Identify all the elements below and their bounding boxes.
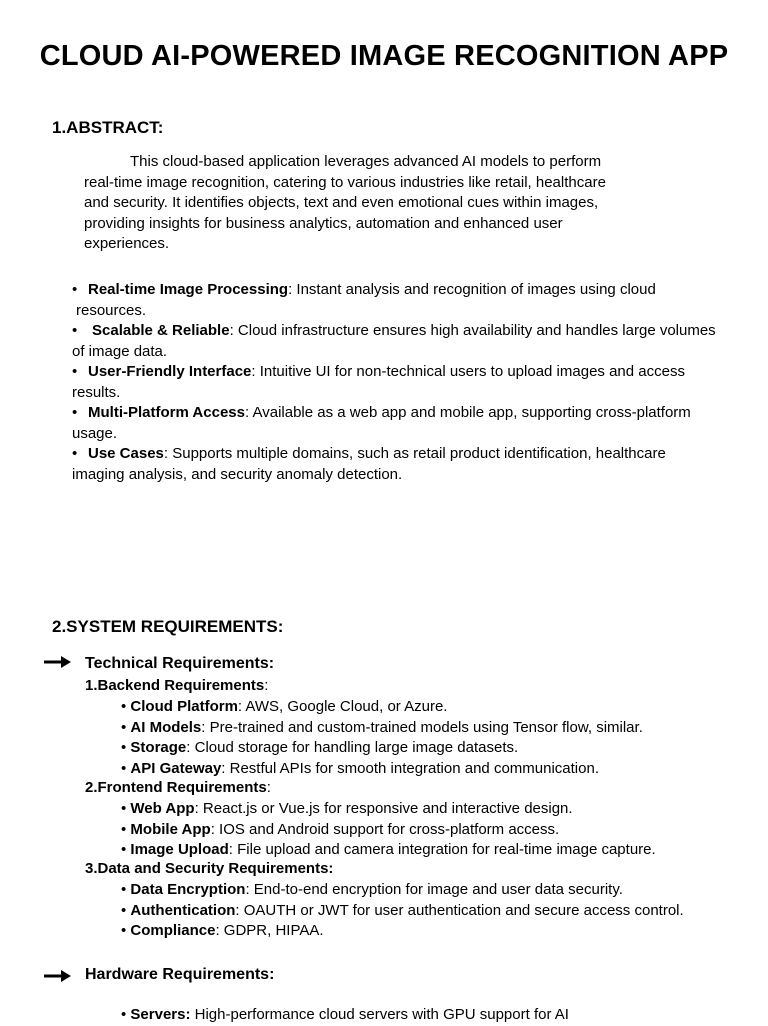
list-item [121, 921, 684, 942]
item-term: Mobile App [130, 820, 211, 838]
item-text: : AWS, Google Cloud, or Azure. [237, 698, 448, 715]
bullet-icon: • [121, 800, 131, 817]
feature-text: : Available as a web app and mobile app, supporting cross-platform [244, 404, 691, 421]
feature-text-cont: resources. [76, 301, 147, 319]
item-term: Image Upload [130, 841, 229, 858]
technical-heading: Technical Requirements: [85, 655, 275, 672]
bullet-icon: • [121, 820, 131, 838]
feature-item [72, 321, 716, 342]
page-title: CLOUD AI-POWERED IMAGE RECOGNITION APP [39, 40, 729, 72]
feature-term: Multi-Platform Access [88, 404, 245, 421]
backend-list [121, 697, 643, 779]
hardware-list [121, 1005, 569, 1026]
item-text: : End-to-end encryption for image and user data security. [245, 881, 623, 898]
feature-text-cont: of image data. [72, 342, 168, 360]
security-list [121, 880, 684, 942]
abstract-heading: 1.ABSTRACT: [52, 118, 164, 137]
list-item [121, 901, 684, 922]
item-term: Web App [130, 800, 195, 817]
item-term: Authentication [130, 901, 236, 919]
security-heading: 3.Data and Security Requirements: [85, 860, 334, 877]
list-item [121, 799, 656, 820]
feature-term: Real-time Image Processing [88, 281, 289, 298]
item-text: : Restful APIs for smooth integration and communication. [221, 759, 599, 777]
backend-heading [85, 677, 268, 694]
frontend-heading-text: 2.Frontend Requirements [85, 779, 267, 796]
feature-item [72, 362, 716, 383]
list-item [121, 697, 643, 718]
arrow-right-icon [44, 970, 71, 982]
backend-heading-text: 1.Backend Requirements [85, 677, 265, 694]
abstract-line: and security. It identifies objects, text and even emotional cues within images, [84, 194, 599, 211]
feature-term: User-Friendly Interface [88, 363, 252, 380]
item-text: : GDPR, HIPAA. [215, 922, 324, 939]
feature-item [72, 403, 716, 424]
backend-heading-suffix: : [264, 677, 269, 694]
bullet-icon: • [121, 881, 131, 898]
feature-term: Use Cases [88, 445, 164, 462]
abstract-line: experiences. [84, 235, 170, 252]
abstract-paragraph [84, 152, 606, 255]
frontend-list [121, 799, 656, 861]
bullet-icon: • [121, 698, 131, 715]
item-term: AI Models [130, 718, 202, 736]
list-item [121, 738, 643, 759]
bullet-icon: • [72, 281, 78, 298]
feature-text: : Supports multiple domains, such as retail product identification, healthcare [163, 445, 666, 462]
bullet-icon: • [72, 363, 78, 380]
bullet-icon: • [121, 759, 131, 777]
bullet-icon: • [121, 841, 131, 858]
bullet-icon: • [121, 718, 131, 736]
list-item [121, 840, 656, 861]
list-item [121, 1005, 569, 1026]
feature-text-cont: imaging analysis, and security anomaly detection. [72, 465, 403, 483]
feature-item [72, 444, 716, 465]
list-item [121, 718, 643, 739]
feature-list [72, 280, 716, 485]
list-item [121, 820, 656, 841]
hardware-heading: Hardware Requirements: [85, 966, 275, 983]
bullet-icon: • [121, 901, 131, 919]
feature-text-cont: usage. [72, 424, 118, 442]
feature-text-cont: results. [72, 383, 121, 401]
bullet-icon: • [72, 445, 78, 462]
bullet-icon: • [72, 404, 78, 421]
item-text: : IOS and Android support for cross-platform access. [210, 820, 560, 838]
item-term: API Gateway [130, 759, 222, 777]
bullet-icon: • [121, 739, 131, 756]
item-term: Compliance [130, 922, 216, 939]
frontend-heading [85, 779, 271, 796]
item-text: High-performance cloud servers with GPU support for AI [190, 1006, 569, 1023]
item-term: Data Encryption [130, 881, 246, 898]
item-text: : Pre-trained and custom-trained models using Tensor flow, similar. [201, 718, 643, 736]
frontend-heading-suffix: : [266, 779, 271, 796]
bullet-icon: • [121, 1006, 131, 1023]
item-text: : React.js or Vue.js for responsive and interactive design. [194, 800, 573, 817]
list-item [121, 880, 684, 901]
item-term: Servers: [130, 1006, 191, 1023]
list-item [121, 759, 643, 780]
feature-text: : Cloud infrastructure ensures high availability and handles large volumes [229, 322, 716, 339]
arrow-right-icon [44, 656, 71, 668]
abstract-line: providing insights for business analytics, automation and enhanced user [84, 214, 563, 232]
item-term: Cloud Platform [130, 698, 238, 715]
bullet-icon: • [72, 322, 78, 339]
system-heading: 2.SYSTEM REQUIREMENTS: [52, 617, 284, 636]
abstract-line: This cloud-based application leverages advanced AI models to perform [130, 153, 602, 170]
item-text: : OAUTH or JWT for user authentication and secure access control. [235, 901, 684, 919]
feature-text: : Intuitive UI for non-technical users to upload images and access [251, 363, 685, 380]
feature-term: Scalable & Reliable [92, 322, 230, 339]
feature-item [72, 280, 716, 301]
item-term: Storage [130, 739, 187, 756]
item-text: : Cloud storage for handling large image datasets. [186, 739, 519, 756]
bullet-icon: • [121, 922, 131, 939]
item-text: : File upload and camera integration for real-time image capture. [228, 841, 656, 858]
abstract-line: real-time image recognition, catering to various industries like retail, healthcare [84, 173, 606, 191]
feature-text: : Instant analysis and recognition of images using cloud [288, 281, 656, 298]
